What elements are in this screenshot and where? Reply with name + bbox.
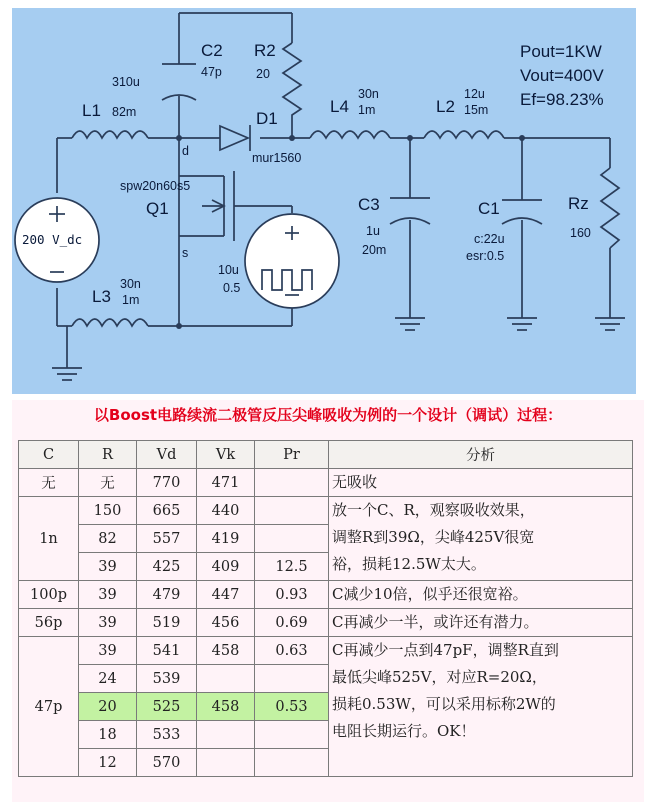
r2-name: R2 — [254, 41, 276, 60]
cell-vd: 533 — [137, 721, 197, 749]
pulse-duty: 0.5 — [223, 281, 241, 295]
note-line: C再减少一点到47pF，调整R直到 — [332, 641, 559, 659]
c3-esr: 20m — [362, 243, 387, 257]
cell-c: 47p — [19, 637, 79, 777]
l2-name: L2 — [436, 97, 455, 116]
cell-r: 82 — [79, 525, 137, 553]
c1-name: C1 — [478, 199, 500, 218]
cell-analysis — [329, 609, 633, 637]
cell-pr — [255, 469, 329, 497]
cell-vk: 471 — [197, 469, 255, 497]
cell-vd: 519 — [137, 609, 197, 637]
cell-pr — [255, 525, 329, 553]
cell-vk: 458 — [197, 693, 255, 721]
spec-pout: Pout=1KW — [520, 42, 602, 61]
note-line: 调整R到39Ω，尖峰425V很宽 — [332, 528, 535, 546]
q1-drain-label: d — [182, 144, 189, 158]
table-row — [19, 469, 633, 497]
cell-vk: 440 — [197, 497, 255, 525]
note-line: 无吸收 — [332, 473, 378, 491]
cell-vd: 425 — [137, 553, 197, 581]
spec-vout: Vout=400V — [520, 66, 604, 85]
cell-r: 39 — [79, 553, 137, 581]
cell-r: 24 — [79, 665, 137, 693]
cell-pr: 12.5 — [255, 553, 329, 581]
cell-vd: 557 — [137, 525, 197, 553]
cell-vk — [197, 665, 255, 693]
cell-pr — [255, 721, 329, 749]
cell-analysis — [329, 469, 633, 497]
cell-r: 18 — [79, 721, 137, 749]
note-line: 裕，损耗12.5W太大。 — [332, 555, 486, 573]
col-header-pr: Pr — [255, 441, 329, 469]
table-row — [19, 581, 633, 609]
cell-vd: 665 — [137, 497, 197, 525]
cell-analysis — [329, 637, 633, 777]
cell-vk: 419 — [197, 525, 255, 553]
cell-c: 56p — [19, 609, 79, 637]
snubber-tuning-table — [18, 440, 633, 777]
l2-value: 12u — [464, 87, 485, 101]
cell-r: 150 — [79, 497, 137, 525]
vdc-label: 200 V_dc — [22, 232, 83, 247]
c1-value: c:22u — [474, 232, 505, 246]
cell-r: 39 — [79, 637, 137, 665]
table-title: 以Boost电路续流二极管反压尖峰吸收为例的一个设计（调试）过程： — [93, 406, 563, 424]
l3-value: 30n — [120, 277, 141, 291]
l1-name: L1 — [82, 101, 101, 120]
q1-name: Q1 — [146, 199, 169, 218]
col-header-vk: Vk — [197, 441, 255, 469]
d1-part: mur1560 — [252, 151, 302, 165]
rz-value: 160 — [570, 226, 591, 240]
design-process-panel — [12, 400, 644, 802]
l4-esr: 1m — [358, 103, 376, 117]
cell-r: 39 — [79, 609, 137, 637]
pulse-value: 10u — [218, 263, 239, 277]
cell-r: 20 — [79, 693, 137, 721]
spec-ef: Ef=98.23% — [520, 90, 604, 109]
cell-pr: 0.53 — [255, 693, 329, 721]
l1-value: 310u — [112, 75, 140, 89]
c2-name: C2 — [201, 41, 223, 60]
col-header-vd: Vd — [137, 441, 197, 469]
cell-r: 12 — [79, 749, 137, 777]
col-header-c: C — [19, 441, 79, 469]
l4-name: L4 — [330, 97, 349, 116]
d1-name: D1 — [256, 109, 278, 128]
cell-vk: 409 — [197, 553, 255, 581]
cell-vd: 479 — [137, 581, 197, 609]
cell-vd: 570 — [137, 749, 197, 777]
l4-value: 30n — [358, 87, 379, 101]
r2-value: 20 — [256, 67, 270, 81]
col-header-r: R — [79, 441, 137, 469]
l1-esr: 82m — [112, 105, 137, 119]
cell-pr — [255, 497, 329, 525]
cell-c: 100p — [19, 581, 79, 609]
circuit-schematic — [12, 8, 636, 394]
table-row — [19, 497, 633, 525]
l3-esr: 1m — [122, 293, 140, 307]
cell-vd: 525 — [137, 693, 197, 721]
col-header-analysis: 分析 — [329, 441, 633, 469]
q1-source-label: s — [182, 246, 189, 260]
l3-name: L3 — [92, 287, 111, 306]
cell-pr: 0.93 — [255, 581, 329, 609]
cell-pr — [255, 749, 329, 777]
note-line: 电阻长期运行。OK！ — [332, 722, 476, 740]
cell-vk: 456 — [197, 609, 255, 637]
cell-r: 无 — [79, 469, 137, 497]
c2-value: 47p — [201, 65, 222, 79]
cell-pr — [255, 665, 329, 693]
note-line: C减少10倍，似乎还很宽裕。 — [332, 585, 528, 603]
cell-vk: 447 — [197, 581, 255, 609]
cell-vd: 539 — [137, 665, 197, 693]
cell-c: 1n — [19, 497, 79, 581]
table-row — [19, 609, 633, 637]
cell-analysis — [329, 497, 633, 581]
table-header-row — [19, 441, 633, 469]
cell-c: 无 — [19, 469, 79, 497]
note-line: 最低尖峰525V，对应R=20Ω， — [332, 668, 547, 686]
table-row — [19, 637, 633, 665]
cell-pr: 0.69 — [255, 609, 329, 637]
cell-vd: 541 — [137, 637, 197, 665]
note-line: 损耗0.53W，可以采用标称2W的 — [332, 695, 556, 713]
c1-esr: esr:0.5 — [466, 249, 505, 263]
rz-name: Rz — [568, 194, 589, 213]
q1-part: spw20n60s5 — [120, 179, 191, 193]
c3-name: C3 — [358, 195, 380, 214]
cell-vk: 458 — [197, 637, 255, 665]
note-line: 放一个C、R，观察吸收效果， — [332, 501, 535, 519]
cell-r: 39 — [79, 581, 137, 609]
cell-pr: 0.63 — [255, 637, 329, 665]
cell-vk — [197, 721, 255, 749]
cell-analysis — [329, 581, 633, 609]
cell-vd: 770 — [137, 469, 197, 497]
note-line: C再减少一半，或许还有潜力。 — [332, 613, 539, 631]
c3-value: 1u — [366, 224, 380, 238]
cell-vk — [197, 749, 255, 777]
l2-esr: 15m — [464, 103, 489, 117]
